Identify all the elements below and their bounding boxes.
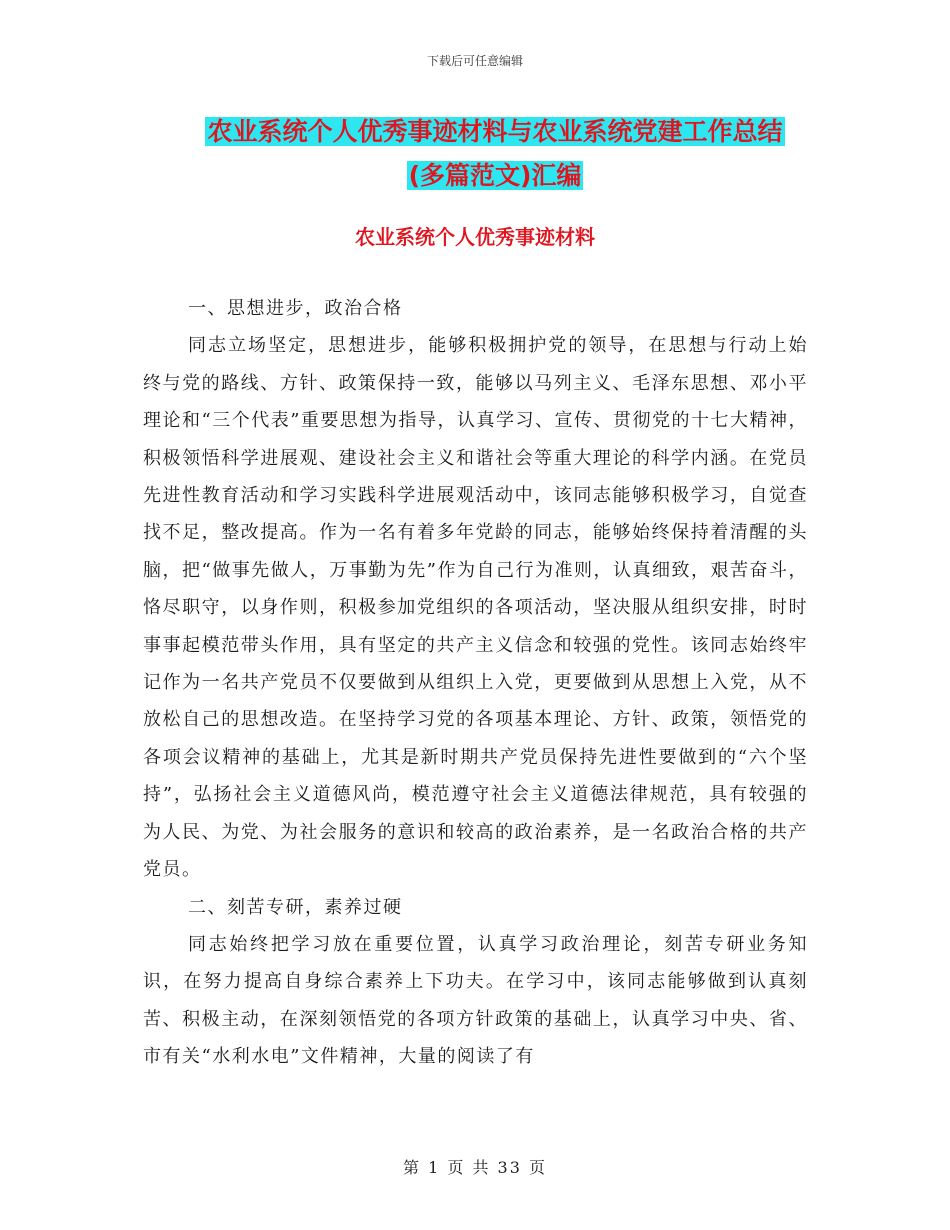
document-body <box>143 290 808 1076</box>
page-header-note: 下载后可任意编辑 <box>426 54 523 68</box>
section-title: 农业系统个人优秀事迹材料 <box>355 225 595 249</box>
page-number: 第 1 页 共 33 页 <box>403 1158 547 1177</box>
section-heading: 一、思想进步，政治合格 <box>188 298 403 319</box>
body-paragraph: 同志始终把学习放在重要位置，认真学习政治理论，刻苦专研业务知识，在努力提高自身综合素养上下功夫。在学习中，该同志能够做到认真刻苦、积极主动，在深刻领悟党的各项方针政策的基础上，认真学习中央、省、市有关“水利水电”文件精神，大量的阅读了有 <box>143 933 808 1068</box>
body-paragraph: 同志立场坚定，思想进步，能够积极拥护党的领导，在思想与行动上始终与党的路线、方针、政策保持一致，能够以马列主义、毛泽东思想、邓小平理论和“三个代表”重要思想为指导，认真学习、宣传、贯彻党的十七大精神，积极领悟科学进展观、建设社会主义和谐社会等重大理论的科学内涵。在党员先进性教育活动和学习实践科学进展观活动中，该同志能够积极学习，自觉查找不足，整改提高。作为一名有着多年党龄的同志，能够始终保持着清醒的头脑，把“做事先做人，万事勤为先”作为自己行为准则，认真细致，艰苦奋斗，恪尽职守，以身作则，积极参加党组织的各项活动，坚决服从组织安排，时时事事起模范带头作用，具有坚定的共产主义信念和较强的党性。该同志始终牢记作为一名共产党员不仅要做到从组织上入党，更要做到从思想上入党，从不放松自己的思想改造。在坚持学习党的各项基本理论、方针、政策，领悟党的各项会议精神的基础上，尤其是新时期共产党员保持先进性要做到的“六个坚持”，弘扬社会主义道德风尚，模范遵守社会主义道德法律规范，具有较强的为人民、为党、为社会服务的意识和较高的政治素养，是一名政治合格的共产党员。 <box>143 335 808 881</box>
document-title <box>145 110 845 198</box>
document-title-line1: 农业系统个人优秀事迹材料与农业系统党建工作总结 <box>207 117 783 146</box>
section-heading: 二、刻苦专研，素养过硬 <box>188 896 403 918</box>
document-title-line2: (多篇范文)汇编 <box>408 161 582 190</box>
